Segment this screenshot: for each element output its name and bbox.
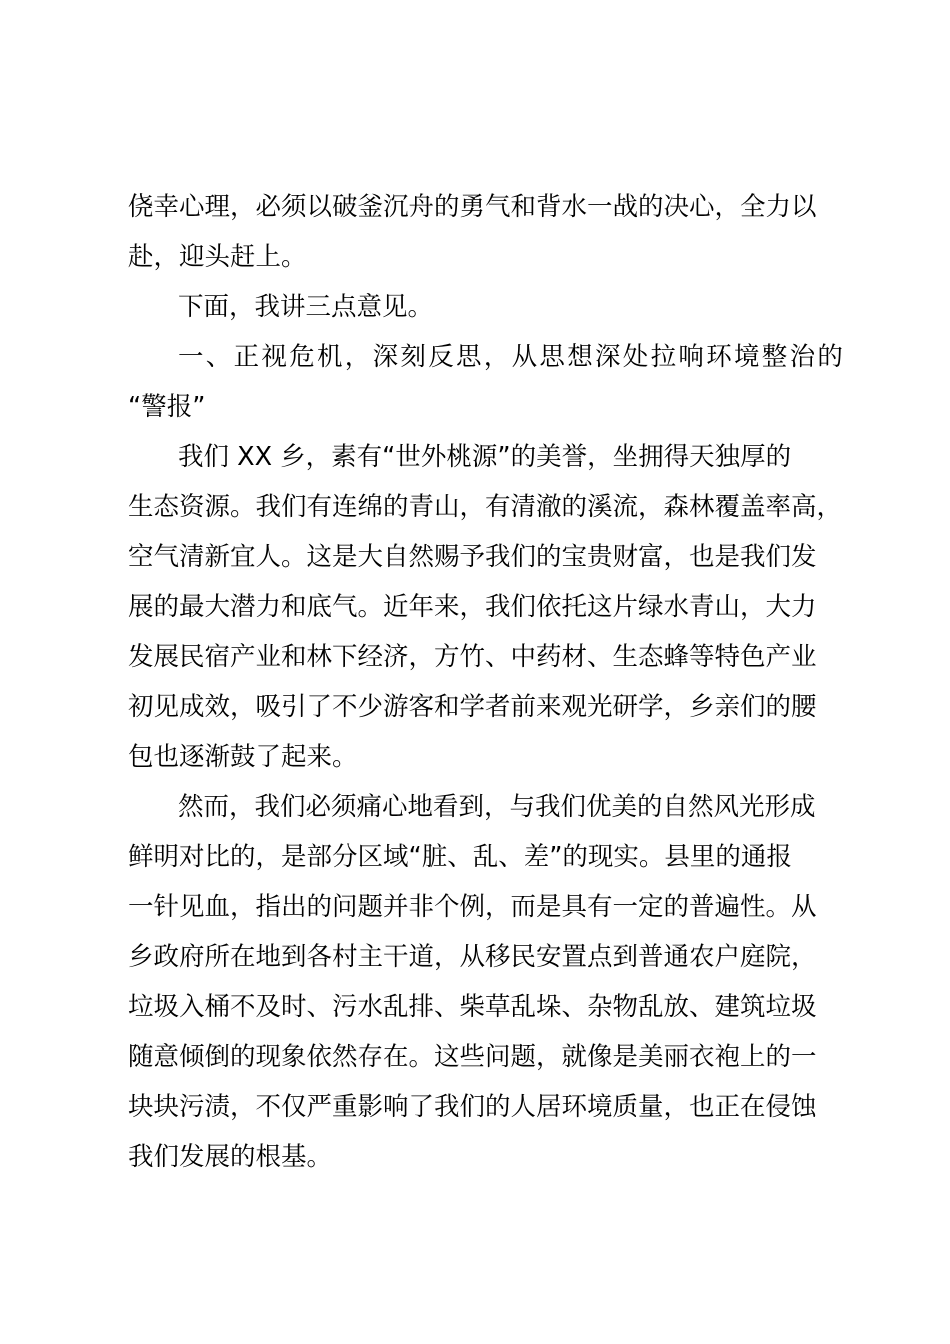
paragraph-line: 鲜明对比的，是部分区域“脏、乱、差”的现实。县里的通报 [128, 842, 792, 872]
section-heading-line: “警报” [128, 392, 206, 422]
paragraph-line: 然而，我们必须痛心地看到，与我们优美的自然风光形成 [178, 792, 816, 822]
paragraph-line: 下面，我讲三点意见。 [178, 292, 434, 322]
section-heading-line: 一、正视危机，深刻反思，从思想深处拉响环境整治的 [178, 342, 846, 372]
paragraph-line: 随意倾倒的现象依然存在。这些问题，就像是美丽衣袍上的一 [128, 1042, 817, 1072]
paragraph-line: 发展民宿产业和林下经济，方竹、中药材、生态蜂等特色产业 [128, 642, 817, 672]
paragraph-line: 我们发展的根基。 [128, 1142, 333, 1172]
paragraph-line: 初见成效，吸引了不少游客和学者前来观光研学，乡亲们的腰 [128, 692, 817, 722]
paragraph-line: 赴，迎头赶上。 [128, 242, 307, 272]
paragraph-line: 乡政府所在地到各村主干道，从移民安置点到普通农户庭院， [128, 942, 817, 972]
paragraph-line: 展的最大潜力和底气。近年来，我们依托这片绿水青山，大力 [128, 592, 817, 622]
paragraph-line: 包也逐渐鼓了起来。 [128, 742, 358, 772]
paragraph-line: 垃圾入桶不及时、污水乱排、柴草乱垛、杂物乱放、建筑垃圾 [128, 992, 817, 1022]
paragraph-line: 块块污渍，不仅严重影响了我们的人居环境质量，也正在侵蚀 [128, 1092, 817, 1122]
paragraph-line: 我们 XX 乡，素有“世外桃源”的美誉，坐拥得天独厚的 [178, 442, 792, 472]
paragraph-line: 侥幸心理，必须以破釜沉舟的勇气和背水一战的决心，全力以 [128, 192, 817, 222]
paragraph-line: 一针见血，指出的问题并非个例，而是具有一定的普遍性。从 [128, 892, 817, 922]
paragraph-line: 生态资源。我们有连绵的青山，有清澈的溪流，森林覆盖率高， [128, 492, 843, 522]
paragraph-line: 空气清新宜人。这是大自然赐予我们的宝贵财富，也是我们发 [128, 542, 817, 572]
